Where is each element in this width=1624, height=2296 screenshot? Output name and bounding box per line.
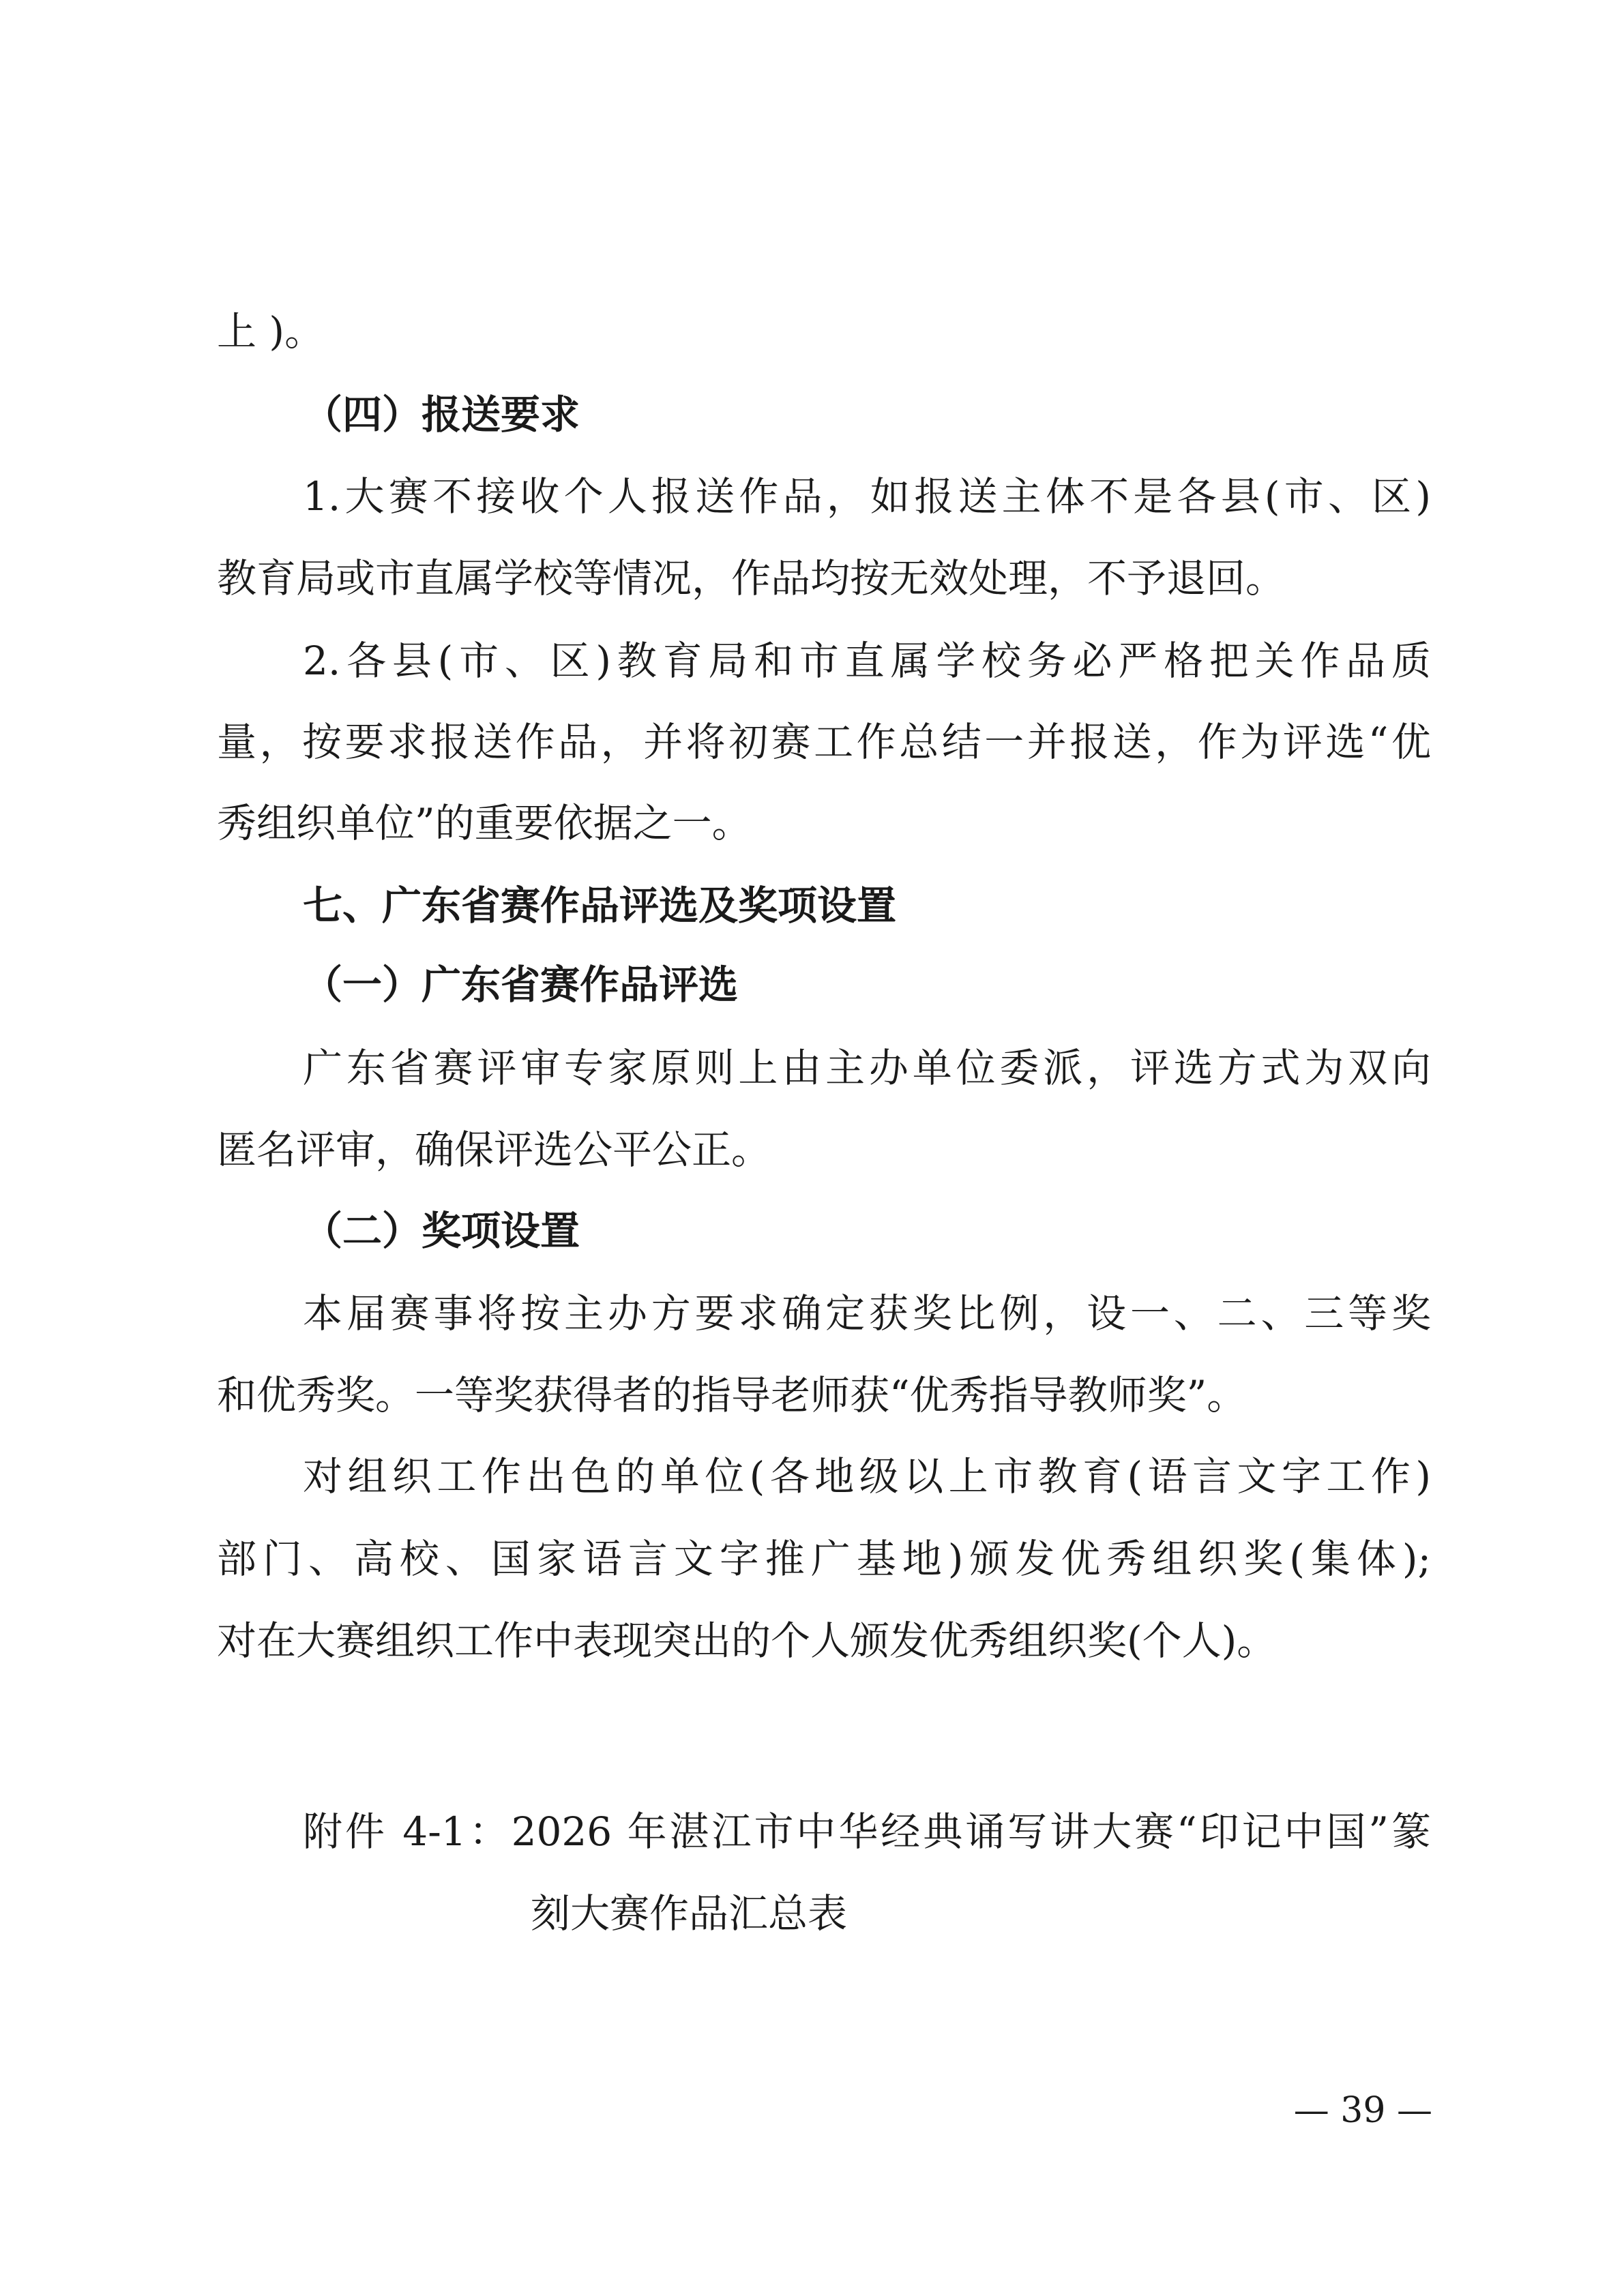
section-heading-provincial-evaluation: （一）广东省赛作品评选 (303, 961, 739, 1008)
awards-paragraph-1-line-1: 本届赛事将按主办方要求确定获奖比例，设一、二、三等奖 (303, 1290, 1431, 1337)
paragraph-continuation: 上 )。 (217, 308, 325, 355)
evaluation-paragraph-line-1: 广东省赛评审专家原则上由主办单位委派，评选方式为双向 (303, 1045, 1431, 1091)
attachment-reference-line-2: 刻大赛作品汇总表 (531, 1890, 848, 1937)
submission-item-1-line-2: 教育局或市直属学校等情况，作品均按无效处理，不予退回。 (217, 555, 1286, 601)
evaluation-paragraph-line-2: 匿名评审，确保评选公平公正。 (217, 1127, 771, 1173)
page-number: — 39 — (1293, 2090, 1432, 2131)
awards-paragraph-2-line-2: 部门、高校、国家语言文字推广基地)颁发优秀组织奖(集体); (217, 1536, 1431, 1582)
awards-paragraph-2-line-3: 对在大赛组织工作中表现突出的个人颁发优秀组织奖(个人)。 (217, 1617, 1277, 1664)
chapter-heading-evaluation-and-awards: 七、广东省赛作品评选及奖项设置 (303, 882, 897, 929)
submission-item-2-line-3: 秀组织单位”的重要依据之一。 (217, 800, 752, 846)
attachment-reference-line-1: 附件 4-1：2026 年湛江市中华经典诵写讲大赛“印记中国”篆 (303, 1808, 1431, 1855)
submission-item-1-line-1: 1.大赛不接收个人报送作品，如报送主体不是各县(市、区) (303, 473, 1431, 520)
section-heading-submission-requirements: （四）报送要求 (303, 391, 580, 438)
awards-paragraph-2-line-1: 对组织工作出色的单位(各地级以上市教育(语言文字工作) (303, 1453, 1431, 1500)
awards-paragraph-1-line-2: 和优秀奖。一等奖获得者的指导老师获“优秀指导教师奖”。 (217, 1372, 1247, 1418)
submission-item-2-line-1: 2.各县(市、区)教育局和市直属学校务必严格把关作品质 (303, 638, 1431, 684)
section-heading-awards: （二）奖项设置 (303, 1208, 580, 1254)
submission-item-2-line-2: 量，按要求报送作品，并将初赛工作总结一并报送，作为评选“优 (217, 719, 1431, 765)
